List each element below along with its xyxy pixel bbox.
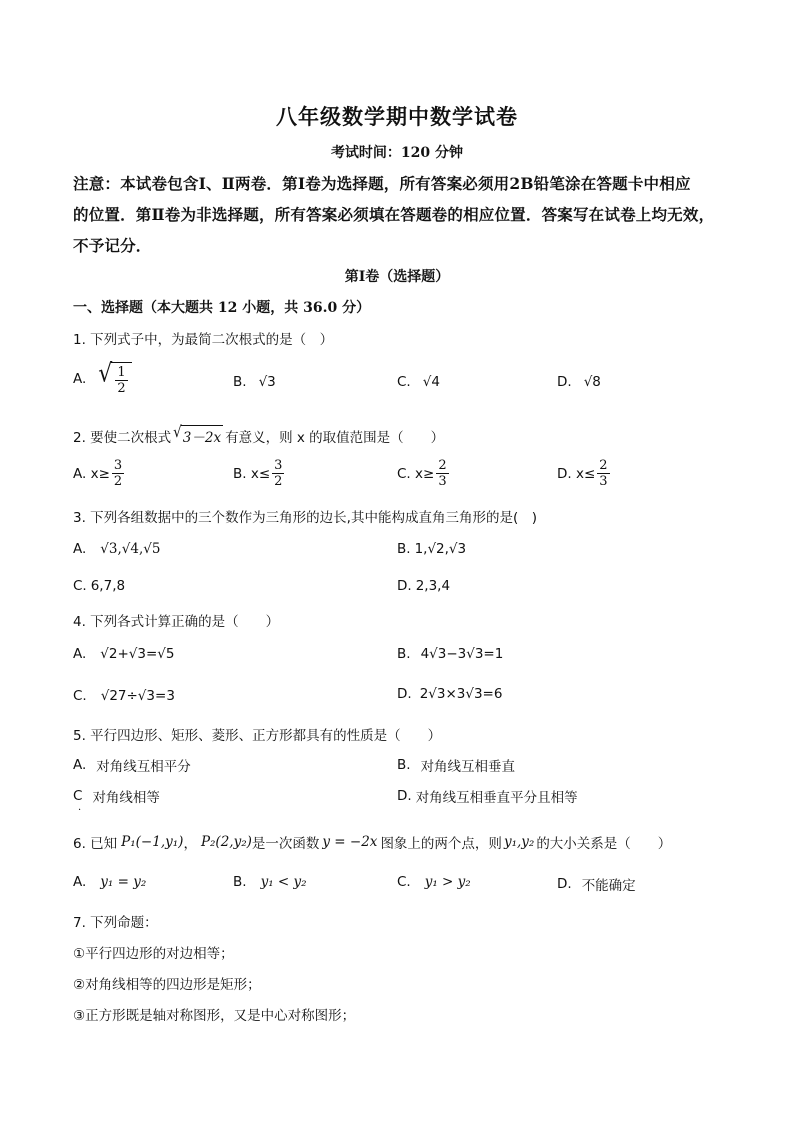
- q6-option-b: B. y₁ < y₂: [233, 874, 307, 890]
- q1-option-a: [73, 359, 132, 396]
- q1-d-expr: √8: [583, 374, 601, 390]
- statement-1: ①平行四边形的对边相等；: [73, 946, 234, 962]
- q1-option-d: D. √8: [557, 374, 601, 390]
- stray-mark: ·: [78, 805, 82, 816]
- q2-option-d: D. x≤ $\frac{2}{3}$: [557, 458, 608, 489]
- sqrt-expression: √ $\frac{1}{2}$: [98, 362, 131, 396]
- q5-option-b: B. 对角线互相垂直: [397, 757, 516, 775]
- note-line-2: 的位置．第Ⅱ卷为非选择题，所有答案必须填在答题卷的相应位置．答案写在试卷上均无效，: [73, 205, 715, 224]
- q4-option-a: A. √2+√3=√5: [73, 646, 175, 662]
- q6-option-a: A. y₁ = y₂: [73, 874, 147, 890]
- question-5-stem: 5. 平行四边形、矩形、菱形、正方形都具有的性质是（ ）: [73, 728, 442, 744]
- question-4-stem: 4. 下列各式计算正确的是（ ）: [73, 614, 280, 630]
- q4-option-b: B. 4√3−3√3=1: [397, 646, 504, 662]
- q5-option-a: A. 对角线互相平分: [73, 757, 191, 775]
- note-line-3: 不予记分．: [73, 236, 152, 255]
- part-title: 一、选择题（本大题共 12 小题，共 36.0 分）: [73, 300, 371, 316]
- q3-option-c: C. 6,7,8: [73, 578, 126, 594]
- q3-option-d: D. 2,3,4: [397, 578, 451, 594]
- question-7-stem: 7. 下列命题：: [73, 915, 158, 931]
- q5-option-d: D. 对角线互相垂直平分且相等: [397, 788, 578, 806]
- q6-option-d: D. 不能确定: [557, 876, 636, 894]
- page-title: 八年级数学期中数学试卷: [276, 104, 518, 129]
- statement-2: ②对角线相等的四边形是矩形；: [73, 977, 261, 993]
- question-2-stem: 2. 要使二次根式 √ 3－2x 有意义，则 x 的取值范围是（ ）: [73, 423, 445, 446]
- q1-option-b: B. √3: [233, 374, 276, 390]
- q1-b-expr: √3: [258, 374, 276, 390]
- question-6-stem: 6. 已知 P₁(−1,y₁) ， P₂(2,y₂) 是一次函数 y = −2x 图象上的两个点，则 y₁,y₂ 的大小关系是（ ）: [73, 834, 672, 852]
- option-label: A.: [73, 371, 87, 387]
- section-title: 第Ⅰ卷（选择题）: [344, 269, 450, 285]
- statement-3: ③正方形既是轴对称图形，又是中心对称图形；: [73, 1008, 356, 1024]
- exam-time: 考试时间：120 分钟: [330, 145, 464, 161]
- sqrt-expression: √ 3－2x: [173, 423, 222, 446]
- question-3-stem: 3. 下列各组数据中的三个数作为三角形的边长,其中能构成直角三角形的是( ): [73, 510, 537, 526]
- q3-option-b: B. 1,√2,√3: [397, 541, 467, 557]
- q6-option-c: C. y₁ > y₂: [397, 874, 471, 890]
- q4-option-d: D. 2√3×3√3=6: [397, 686, 503, 702]
- q5-option-c: C 对角线相等: [73, 788, 160, 806]
- q2-option-b: B. x≤ $\frac{3}{2}$: [233, 458, 283, 489]
- q1-option-c: C. √4: [397, 374, 440, 390]
- q2-option-c: C. x≥ $\frac{2}{3}$: [397, 458, 447, 489]
- q4-option-c: C. √27÷√3=3: [73, 688, 175, 704]
- note-line-1: 注意：本试卷包含Ⅰ、Ⅱ两卷．第Ⅰ卷为选择题，所有答案必须用2B铅笔涂在答题卡中相应: [73, 174, 691, 193]
- question-1-stem: 1. 下列式子中，为最简二次根式的是（ ）: [73, 332, 334, 348]
- q2-option-a: A. x≥ $\frac{3}{2}$: [73, 458, 123, 489]
- q1-c-expr: √4: [422, 374, 440, 390]
- q3-option-a: A. √3,√4,√5: [73, 541, 161, 557]
